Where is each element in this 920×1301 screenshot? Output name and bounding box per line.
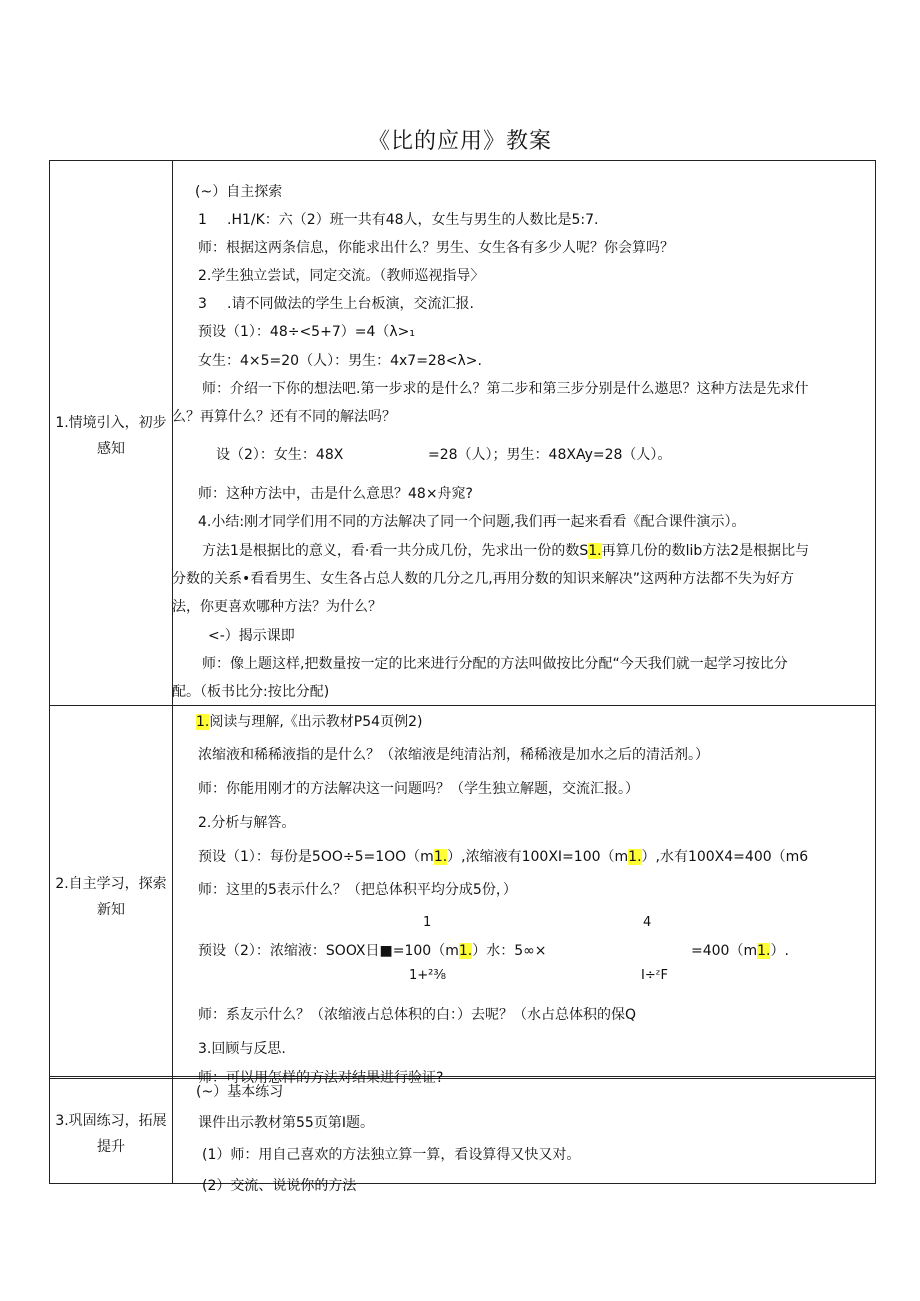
- text-line: [202, 541, 809, 561]
- fraction-denominator: 1+²⅜: [409, 968, 446, 983]
- text-line: 1: [198, 212, 207, 228]
- text-segment: ）水：5∞×: [472, 943, 547, 959]
- row-label: [50, 871, 172, 923]
- text-segment: ）,水有100X4=400（m6: [641, 849, 809, 865]
- row-label-line: 1.情境引入，初步: [55, 415, 167, 431]
- text-segment: =400（m: [691, 943, 758, 959]
- text-line: (~）自主探索: [195, 184, 283, 200]
- text-line: [198, 847, 808, 867]
- fraction-numerator: 1: [423, 915, 432, 930]
- row-3-content: [173, 1079, 875, 1194]
- text-line: 4.小结:刚才同学们用不同的方法解决了同一个问题,我们再一起来看看《配合课件演示）。: [198, 514, 746, 530]
- row-2-content: [173, 706, 875, 1086]
- text-line: [196, 712, 422, 732]
- text-line: [198, 941, 547, 961]
- text-line: 浓缩液和稀稀液指的是什么？（浓缩液是纯清沾剂，稀稀液是加水之后的清活剂。）: [198, 747, 709, 763]
- highlight-mark: 1.: [757, 943, 771, 959]
- fraction-numerator: 4: [643, 915, 652, 930]
- highlight-mark: 1.: [588, 543, 602, 559]
- text-line: (1）师：用自己喜欢的方法独立算一算，看设算得又快又对。: [202, 1147, 581, 1163]
- highlight-mark: 1.: [628, 849, 642, 865]
- text-line: 2.学生独立尝试，同定交流。（教师巡视指导〉: [198, 268, 485, 284]
- row-label-line: 提升: [97, 1139, 125, 1155]
- text-segment: 方法1是根据比的意义，看·看一共分成几份，先求出一份的数S: [202, 543, 589, 559]
- text-line: 分数的关系•看看男生、女生各占总人数的几分之几,再用分数的知识来解决”这两种方法都不失为好方: [172, 571, 794, 587]
- text-line: 师：介绍一下你的想法吧.第一步求的是什么？第二步和第三步分别是什么遨思？这种方法是先求什: [202, 381, 809, 397]
- text-segment: 预设（1）：每份是5OO÷5=1OO（m: [198, 849, 434, 865]
- row-label: [50, 1108, 172, 1160]
- text-line: (2）交流、说说你的方法: [202, 1178, 357, 1194]
- highlight-mark: 1.: [196, 714, 210, 730]
- highlight-mark: 1.: [458, 943, 473, 959]
- text-line: 课件出示教材第55页第I题。: [198, 1115, 374, 1131]
- page-title: 《比的应用》教案: [367, 129, 552, 154]
- text-line: 师：系友示什么？（浓缩液占总体积的白：）去呢？（水占总体积的保Q: [198, 1007, 637, 1023]
- text-segment: 阅读与理解,《出示教材P54页例2): [209, 714, 423, 730]
- text-line: 2.分析与解答。: [198, 815, 296, 831]
- text-segment: 预设（2）：浓缩液：SOOX日■=100（m: [198, 943, 459, 959]
- text-line: 法，你更喜欢哪种方法？为什么？: [172, 599, 382, 615]
- text-line: 预设（1）：48÷<5+7）=4（λ>₁: [198, 324, 415, 340]
- text-line: 么？再算什么？还有不同的解法吗？: [172, 409, 396, 425]
- text-line: 设（2）：女生：48X: [216, 447, 344, 463]
- text-line: 配。（板书比分:按比分配): [172, 684, 330, 700]
- row-label-line: 新知: [97, 902, 125, 918]
- highlight-mark: 1.: [433, 849, 448, 865]
- text-segment: ）,浓缩液有100XI=100（m: [447, 849, 629, 865]
- text-line: 师：像上题这样,把数量按一定的比来进行分配的方法叫做按比分配“今天我们就一起学习按比分: [202, 656, 788, 672]
- row-label-line: 2.自主学习，探索: [55, 876, 167, 892]
- text-line: 3.回顾与反思.: [198, 1041, 286, 1057]
- row-label-line: 感知: [97, 441, 125, 457]
- text-line: 师：根据这两条信息，你能求出什么？男生、女生各有多少人呢？你会算吗？: [198, 240, 674, 256]
- text-line: .请不同做法的学生上台板演，交流汇报.: [227, 296, 474, 312]
- text-line: <-）揭示课即: [208, 628, 295, 644]
- text-line: =28（人）；男生：48XAy=28（人）。: [428, 447, 672, 463]
- text-line: .H1/K：六（2）班一共有48人，女生与男生的人数比是5:7.: [227, 212, 599, 228]
- fraction-denominator: I÷ᶻF: [641, 968, 668, 983]
- text-segment: ）.: [770, 943, 789, 959]
- lesson-table: [49, 160, 876, 1194]
- text-line: 女生：4×5=20（人）：男生：4x7=28<λ>.: [198, 353, 482, 369]
- text-line: 3: [198, 296, 207, 312]
- text-line: 师：这里的5表示什么？（把总体积平均分成5份，）: [198, 882, 517, 898]
- text-line: [691, 941, 789, 961]
- text-line: (~）基本练习: [196, 1084, 284, 1100]
- text-line: 师：你能用刚才的方法解决这一问题吗？（学生独立解题，交流汇报。）: [198, 781, 639, 797]
- text-line: 师：可以用怎样的方法对结果进行验证?: [198, 1070, 444, 1086]
- text-segment: 再算几份的数lib方法2是根据比与: [601, 543, 810, 559]
- row-label: [50, 410, 172, 462]
- text-line: 师：这种方法中，击是什么意思？48×舟窕?: [198, 486, 473, 502]
- row-label-line: 3.巩固练习，拓展: [55, 1113, 167, 1129]
